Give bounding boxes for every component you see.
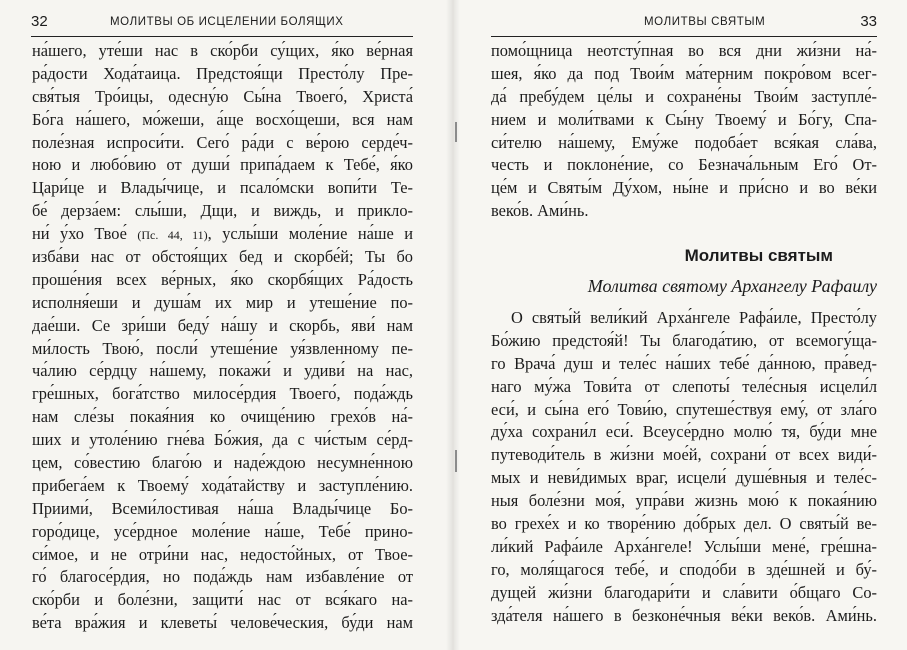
left-page-number: 32 xyxy=(31,13,48,30)
text-line: мых и неви́димых враг, исцели́ душе́вныя и теле́с- xyxy=(491,468,877,488)
text-line: исполня́еши и душа́м их мир и утеше́ние по- xyxy=(32,292,413,312)
binding-mark xyxy=(455,122,457,142)
text-line: го́ благосе́рдия, но пода́ждь нам избавле́ние от xyxy=(32,567,413,587)
binding-mark xyxy=(455,450,457,472)
left-running-title: МОЛИТВЫ ОБ ИСЦЕЛЕНИИ БОЛЯЩИХ xyxy=(110,16,344,28)
text-line: Бо́жию предстоя́й! Ты благода́тию, от всемогу́ща- xyxy=(491,330,877,350)
text-line: си́телю на́шему, Ему́же подоба́ет вся́кая сла́ва, xyxy=(491,132,877,152)
text-line: гре́шных, бога́тство милосе́рдия Твоего́, пода́ждь xyxy=(32,384,413,404)
text-line: во грехе́х и ко творе́нию до́брых дел. О святы́й ве- xyxy=(491,514,877,534)
text-line: Приими́, Всеми́лостивая на́ша Влады́чице Бо- xyxy=(32,498,413,518)
text-line: цем, со́вестию благо́ю и наде́ждою несумне́нною xyxy=(32,453,413,473)
text-line: прибега́ем к Твоему́ хода́тайству и заступле́нию. xyxy=(32,475,413,495)
text-line: путеводи́тель в жи́зни мое́й, сохрани́ от всех види́- xyxy=(491,445,877,465)
text-line: ныя боле́зни моя́, упра́ви жизнь мою́ к покая́нию xyxy=(491,491,877,511)
text-line: дущей жи́зни благодари́ти и сла́вити о́бщаго Со- xyxy=(491,582,877,602)
text-line: зда́теля на́шего в безконе́чныя ве́ки веко́в. Ами́нь. xyxy=(491,605,877,625)
text-line: дае́ши. Се зри́ши беду́ на́шу и скорбь, яви́ нам xyxy=(32,315,413,335)
left-page-text xyxy=(32,40,413,635)
text-line: си́мое, и не отри́ни нас, недосто́йных, от Твое- xyxy=(32,544,413,564)
text-line: ду́ха сохрани́л еси́. Всеусе́рдно молю́ тя, бу́ди мне xyxy=(491,422,877,442)
left-page-header xyxy=(31,10,413,37)
right-page-header xyxy=(491,10,877,37)
text-line: наго му́жа Тови́та от слепоты́ теле́сныя исцели́л xyxy=(491,376,877,396)
text-line: ших и утоле́нию гне́ва Бо́жия, да с чи́стым се́рд- xyxy=(32,430,413,450)
text-line: бе́ дерза́ем: слы́ши, Дщи, и виждь, и прикло- xyxy=(32,201,413,221)
right-page-continuation xyxy=(491,40,877,223)
right-page-number: 33 xyxy=(860,13,877,30)
text-line: нам сле́зы покая́ния ко очище́нию грехо́в на́- xyxy=(32,407,413,427)
text-line: ча́лию се́рдцу на́шему, покажи́ и удиви́ на нас, xyxy=(32,361,413,381)
text-line: ве́та вра́жия и клеветы́ челове́ческия, бу́ди нам xyxy=(32,613,413,633)
text-line: ра́дости Хода́таица. Предстоя́щи Престо́лу Пре- xyxy=(32,63,413,83)
section-title: Молитвы святым xyxy=(684,246,833,265)
right-running-title: МОЛИТВЫ СВЯТЫМ xyxy=(644,16,766,28)
text-line: изба́ви нас от обстоя́щих бед и скорбе́й; Ты бо xyxy=(32,247,413,267)
scripture-reference: (Пс. 44, 11) xyxy=(137,228,208,243)
text-line: веко́в. Ами́нь. xyxy=(491,201,589,221)
prayer-title: Молитва святому Архангелу Рафаилу xyxy=(587,276,877,296)
text-line: да́ пребу́дем це́лы и сохране́ны Твои́м заступле́- xyxy=(491,86,877,106)
text-line: нием и моли́твами к Сы́ну Твоему́ и Бо́гу, Спа- xyxy=(491,109,877,129)
text-line: О святы́й вели́кий Арха́нгеле Рафа́иле, Престо́лу xyxy=(511,308,877,327)
prayer-text xyxy=(491,307,877,627)
text-line: еси́, и сы́на его́ Тови́ю, спутеше́ствуя ему́, от зла́го xyxy=(491,399,877,419)
text-line: честь и поклоне́ние, со Безнача́льным Его́ От- xyxy=(491,155,877,175)
text-line: ною и любо́вию от души́ припа́даем к Тебе́, я́ко xyxy=(32,155,413,175)
text-line: горо́дице, усе́рдное моле́ние на́ше, Тебе́ прино- xyxy=(32,521,413,541)
text-line: свя́тыя Тро́ицы, одесну́ю Сы́на Твоего́, Христа́ xyxy=(32,86,413,106)
text-line: на́шего, уте́ши нас в ско́рби су́щих, я́ко ве́рная xyxy=(32,41,413,60)
text-line: Цари́це и Влады́чице, и псало́мски вопи́ти Те- xyxy=(32,178,413,198)
text-line: шея, я́ко да под Твои́м ма́терним покро́вом всег- xyxy=(491,63,877,83)
text-line: це́м и Святы́м Ду́хом, ны́не и при́сно и во ве́ки xyxy=(491,178,877,198)
text-line: помо́щница неотсту́пная во вся дни жи́зни на́- xyxy=(491,41,877,60)
text-line: го, моля́щагося тебе́, и сподо́би в зде́шней и бу́- xyxy=(491,559,877,579)
book-gutter xyxy=(446,0,460,650)
text-line: поле́зная испроси́ти. Сего́ ра́ди с ве́рою серде́ч- xyxy=(32,132,413,152)
text-line: Бо́га на́шего, мо́жеши, а́ще восхо́щеши, вся нам xyxy=(32,109,413,129)
text-line: проше́ния всех ве́рных, я́ко скорбя́щих Ра́дость xyxy=(32,269,413,289)
text-line: го Врача́ душ и теле́с на́ших тебе́ да́нною, пра́вед- xyxy=(491,353,877,373)
text-line: ли́кий Рафа́иле Арха́нгеле! Услы́ши мене́, гре́шна- xyxy=(491,536,877,556)
text-line: ми́лость Твою́, посли́ утеше́ние уя́звленному пе- xyxy=(32,338,413,358)
text-line: ни́ у́хо Твое́ (Пс. 44, 11), услы́ши моле́ние на́ше и xyxy=(32,224,413,244)
text-line: ско́рби и боле́зни, защити́ нас от вся́каго на- xyxy=(32,590,413,610)
